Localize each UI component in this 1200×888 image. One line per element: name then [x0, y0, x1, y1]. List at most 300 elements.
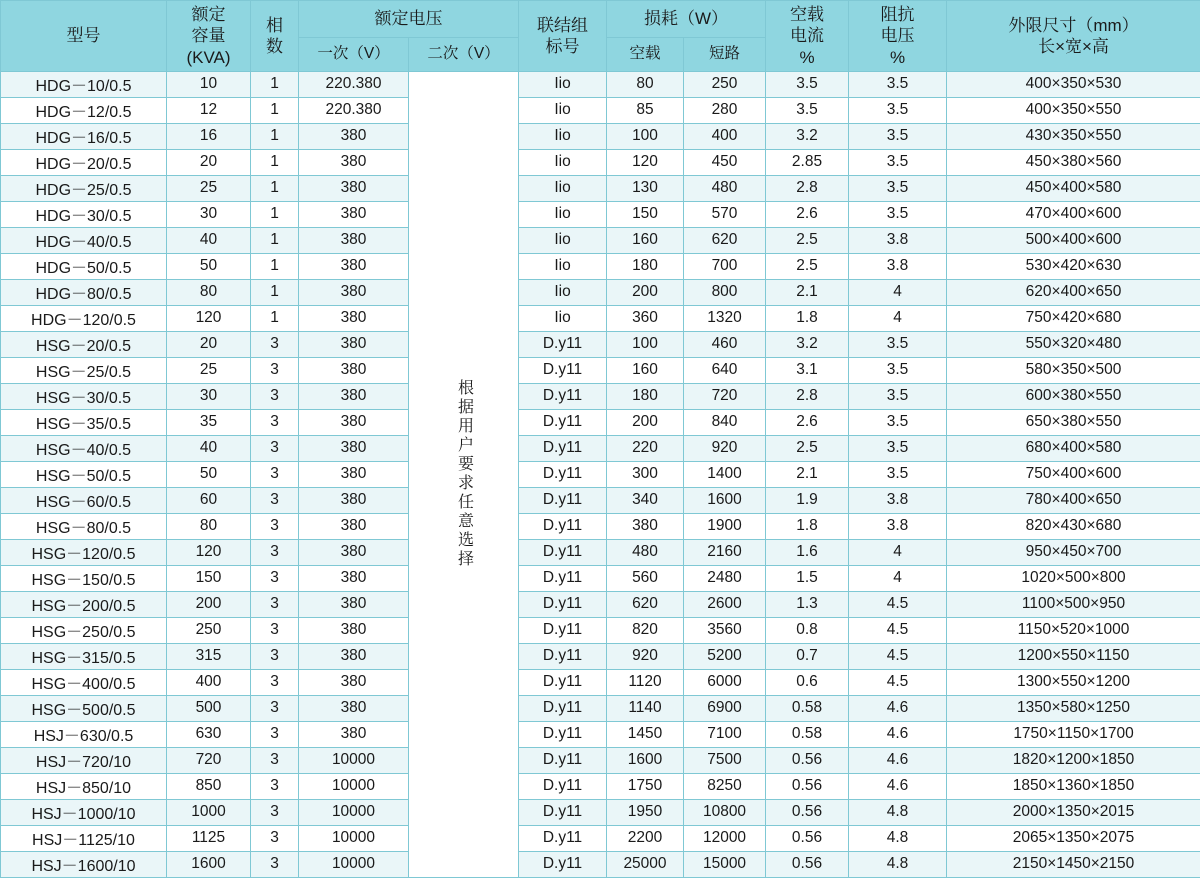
- cell-impedance: 3.8: [849, 513, 947, 539]
- cell-capacity: 40: [167, 227, 251, 253]
- cell-voltage-primary: 220.380: [299, 71, 409, 97]
- cell-loss-noload: 80: [607, 71, 684, 97]
- cell-connection-group: D.y11: [519, 435, 607, 461]
- cell-dimensions: 430×350×550: [947, 123, 1200, 149]
- cell-connection-group: D.y11: [519, 721, 607, 747]
- header-noload-current: [766, 1, 849, 72]
- header-capacity-line2: 容量: [191, 26, 226, 46]
- cell-noload-current: 0.58: [766, 721, 849, 747]
- header-impedance-line3: %: [889, 47, 906, 67]
- cell-model: HDG－16/0.5: [1, 123, 167, 149]
- cell-phase: 1: [251, 201, 299, 227]
- cell-impedance: 4.5: [849, 617, 947, 643]
- cell-loss-noload: 180: [607, 253, 684, 279]
- cell-voltage-primary: 380: [299, 539, 409, 565]
- table-row: [1, 487, 1200, 513]
- header-current-line2: 电流: [790, 26, 825, 46]
- cell-phase: 3: [251, 851, 299, 877]
- cell-loss-short: 800: [684, 279, 766, 305]
- cell-phase: 1: [251, 227, 299, 253]
- cell-phase: 3: [251, 409, 299, 435]
- voltage-secondary-note: 根据用户要求任意选择: [409, 71, 519, 877]
- cell-capacity: 25: [167, 175, 251, 201]
- cell-connection-group: D.y11: [519, 487, 607, 513]
- header-group-line2: 标号: [545, 36, 580, 56]
- cell-capacity: 250: [167, 617, 251, 643]
- cell-voltage-primary: 380: [299, 253, 409, 279]
- cell-connection-group: D.y11: [519, 409, 607, 435]
- cell-voltage-primary: 10000: [299, 825, 409, 851]
- cell-capacity: 30: [167, 383, 251, 409]
- cell-phase: 1: [251, 123, 299, 149]
- cell-capacity: 50: [167, 461, 251, 487]
- cell-noload-current: 2.85: [766, 149, 849, 175]
- cell-impedance: 3.5: [849, 175, 947, 201]
- cell-capacity: 630: [167, 721, 251, 747]
- cell-connection-group: D.y11: [519, 851, 607, 877]
- cell-voltage-primary: 220.380: [299, 97, 409, 123]
- cell-model: HSG－20/0.5: [1, 331, 167, 357]
- cell-connection-group: D.y11: [519, 539, 607, 565]
- cell-impedance: 4: [849, 305, 947, 331]
- table-body: [1, 71, 1200, 877]
- cell-impedance: 3.5: [849, 97, 947, 123]
- cell-voltage-primary: 380: [299, 357, 409, 383]
- table-row: [1, 97, 1200, 123]
- cell-noload-current: 2.5: [766, 253, 849, 279]
- cell-loss-noload: 200: [607, 409, 684, 435]
- cell-impedance: 3.5: [849, 383, 947, 409]
- header-dim-line2: 长×宽×高: [1038, 36, 1109, 56]
- cell-model: HSJ－1600/10: [1, 851, 167, 877]
- header-capacity-line3: (KVA): [186, 47, 231, 67]
- cell-loss-noload: 300: [607, 461, 684, 487]
- cell-impedance: 4.6: [849, 721, 947, 747]
- cell-dimensions: 400×350×550: [947, 97, 1200, 123]
- table-row: [1, 71, 1200, 97]
- cell-capacity: 50: [167, 253, 251, 279]
- cell-dimensions: 450×380×560: [947, 149, 1200, 175]
- cell-voltage-primary: 380: [299, 617, 409, 643]
- cell-loss-short: 1400: [684, 461, 766, 487]
- cell-phase: 1: [251, 149, 299, 175]
- cell-impedance: 4.5: [849, 669, 947, 695]
- cell-impedance: 3.5: [849, 149, 947, 175]
- cell-connection-group: D.y11: [519, 461, 607, 487]
- cell-loss-noload: 150: [607, 201, 684, 227]
- header-current-line1: 空载: [790, 5, 825, 24]
- cell-noload-current: 1.9: [766, 487, 849, 513]
- cell-connection-group: D.y11: [519, 565, 607, 591]
- cell-model: HDG－120/0.5: [1, 305, 167, 331]
- cell-loss-short: 7100: [684, 721, 766, 747]
- cell-noload-current: 1.6: [766, 539, 849, 565]
- cell-impedance: 3.8: [849, 253, 947, 279]
- header-group-line1: 联结组: [537, 15, 588, 35]
- cell-connection-group: D.y11: [519, 383, 607, 409]
- cell-voltage-primary: 380: [299, 383, 409, 409]
- cell-connection-group: D.y11: [519, 357, 607, 383]
- cell-capacity: 30: [167, 201, 251, 227]
- cell-noload-current: 2.6: [766, 409, 849, 435]
- cell-impedance: 4: [849, 539, 947, 565]
- cell-impedance: 4.6: [849, 747, 947, 773]
- cell-loss-short: 280: [684, 97, 766, 123]
- cell-connection-group: D.y11: [519, 825, 607, 851]
- cell-voltage-primary: 380: [299, 643, 409, 669]
- cell-model: HDG－50/0.5: [1, 253, 167, 279]
- cell-noload-current: 2.6: [766, 201, 849, 227]
- cell-phase: 1: [251, 279, 299, 305]
- cell-noload-current: 3.1: [766, 357, 849, 383]
- table-row: [1, 279, 1200, 305]
- cell-loss-noload: 1750: [607, 773, 684, 799]
- cell-voltage-primary: 380: [299, 695, 409, 721]
- table-row: [1, 669, 1200, 695]
- cell-loss-noload: 480: [607, 539, 684, 565]
- cell-capacity: 35: [167, 409, 251, 435]
- cell-voltage-primary: 380: [299, 305, 409, 331]
- cell-noload-current: 0.6: [766, 669, 849, 695]
- cell-dimensions: 950×450×700: [947, 539, 1200, 565]
- table-row: [1, 799, 1200, 825]
- header-loss-noload: 空载: [607, 37, 684, 71]
- cell-phase: 3: [251, 799, 299, 825]
- cell-dimensions: 530×420×630: [947, 253, 1200, 279]
- cell-model: HSJ－1000/10: [1, 799, 167, 825]
- cell-phase: 3: [251, 617, 299, 643]
- cell-dimensions: 1200×550×1150: [947, 643, 1200, 669]
- cell-loss-short: 1600: [684, 487, 766, 513]
- header-capacity: [167, 1, 251, 72]
- cell-dimensions: 1020×500×800: [947, 565, 1200, 591]
- cell-dimensions: 1300×550×1200: [947, 669, 1200, 695]
- cell-voltage-primary: 10000: [299, 799, 409, 825]
- cell-loss-short: 15000: [684, 851, 766, 877]
- cell-loss-short: 10800: [684, 799, 766, 825]
- cell-noload-current: 3.5: [766, 97, 849, 123]
- cell-noload-current: 0.56: [766, 799, 849, 825]
- cell-model: HSG－120/0.5: [1, 539, 167, 565]
- header-capacity-line1: 额定: [191, 5, 226, 24]
- table-row: [1, 565, 1200, 591]
- cell-phase: 3: [251, 669, 299, 695]
- cell-loss-noload: 1600: [607, 747, 684, 773]
- cell-capacity: 80: [167, 279, 251, 305]
- cell-phase: 3: [251, 513, 299, 539]
- cell-capacity: 315: [167, 643, 251, 669]
- table-row: [1, 253, 1200, 279]
- cell-voltage-primary: 380: [299, 669, 409, 695]
- cell-model: HDG－30/0.5: [1, 201, 167, 227]
- table-row: [1, 461, 1200, 487]
- cell-phase: 3: [251, 461, 299, 487]
- cell-model: HSG－60/0.5: [1, 487, 167, 513]
- cell-noload-current: 2.8: [766, 175, 849, 201]
- cell-noload-current: 0.56: [766, 825, 849, 851]
- table-row: [1, 383, 1200, 409]
- cell-dimensions: 620×400×650: [947, 279, 1200, 305]
- cell-loss-noload: 1140: [607, 695, 684, 721]
- cell-phase: 3: [251, 721, 299, 747]
- table-row: [1, 149, 1200, 175]
- table-row: [1, 409, 1200, 435]
- header-phase-line1: 相: [266, 15, 283, 35]
- cell-phase: 3: [251, 591, 299, 617]
- cell-noload-current: 3.2: [766, 331, 849, 357]
- cell-impedance: 3.5: [849, 201, 947, 227]
- cell-loss-noload: 560: [607, 565, 684, 591]
- cell-capacity: 25: [167, 357, 251, 383]
- cell-noload-current: 1.8: [766, 305, 849, 331]
- cell-capacity: 20: [167, 331, 251, 357]
- cell-loss-short: 2480: [684, 565, 766, 591]
- header-voltage-primary: 一次（V）: [299, 37, 409, 71]
- cell-capacity: 150: [167, 565, 251, 591]
- cell-model: HSG－30/0.5: [1, 383, 167, 409]
- header-rated-voltage: 额定电压: [299, 1, 519, 38]
- cell-voltage-primary: 380: [299, 487, 409, 513]
- cell-model: HSJ－850/10: [1, 773, 167, 799]
- cell-loss-short: 8250: [684, 773, 766, 799]
- cell-dimensions: 2150×1450×2150: [947, 851, 1200, 877]
- cell-model: HDG－20/0.5: [1, 149, 167, 175]
- cell-noload-current: 0.7: [766, 643, 849, 669]
- cell-voltage-primary: 380: [299, 513, 409, 539]
- cell-noload-current: 2.1: [766, 279, 849, 305]
- cell-loss-noload: 25000: [607, 851, 684, 877]
- cell-impedance: 3.5: [849, 461, 947, 487]
- table-row: [1, 435, 1200, 461]
- cell-noload-current: 2.5: [766, 227, 849, 253]
- cell-impedance: 4: [849, 279, 947, 305]
- table-row: [1, 825, 1200, 851]
- cell-loss-noload: 820: [607, 617, 684, 643]
- cell-loss-short: 250: [684, 71, 766, 97]
- cell-voltage-primary: 380: [299, 721, 409, 747]
- cell-noload-current: 0.56: [766, 747, 849, 773]
- cell-dimensions: 600×380×550: [947, 383, 1200, 409]
- cell-loss-noload: 2200: [607, 825, 684, 851]
- cell-noload-current: 1.8: [766, 513, 849, 539]
- cell-loss-noload: 100: [607, 331, 684, 357]
- header-impedance-line1: 阻抗: [880, 5, 915, 24]
- cell-phase: 1: [251, 175, 299, 201]
- cell-capacity: 20: [167, 149, 251, 175]
- header-voltage-secondary: 二次（V）: [409, 37, 519, 71]
- cell-impedance: 3.5: [849, 357, 947, 383]
- cell-loss-noload: 620: [607, 591, 684, 617]
- cell-model: HSJ－1125/10: [1, 825, 167, 851]
- cell-dimensions: 500×400×600: [947, 227, 1200, 253]
- cell-noload-current: 0.56: [766, 773, 849, 799]
- cell-loss-short: 3560: [684, 617, 766, 643]
- cell-connection-group: Iio: [519, 305, 607, 331]
- cell-voltage-primary: 380: [299, 201, 409, 227]
- cell-impedance: 4.8: [849, 851, 947, 877]
- cell-voltage-primary: 10000: [299, 747, 409, 773]
- table-row: [1, 591, 1200, 617]
- table-row: [1, 123, 1200, 149]
- cell-capacity: 400: [167, 669, 251, 695]
- cell-loss-noload: 360: [607, 305, 684, 331]
- cell-dimensions: 450×400×580: [947, 175, 1200, 201]
- cell-capacity: 80: [167, 513, 251, 539]
- cell-capacity: 1125: [167, 825, 251, 851]
- cell-model: HSG－40/0.5: [1, 435, 167, 461]
- cell-impedance: 4: [849, 565, 947, 591]
- cell-capacity: 40: [167, 435, 251, 461]
- cell-voltage-primary: 380: [299, 331, 409, 357]
- cell-noload-current: 1.5: [766, 565, 849, 591]
- cell-model: HSG－35/0.5: [1, 409, 167, 435]
- cell-phase: 3: [251, 825, 299, 851]
- cell-connection-group: D.y11: [519, 669, 607, 695]
- header-phase-line2: 数: [266, 36, 283, 56]
- cell-impedance: 4.8: [849, 825, 947, 851]
- cell-connection-group: Iio: [519, 149, 607, 175]
- table-header: [1, 1, 1200, 72]
- cell-phase: 3: [251, 539, 299, 565]
- cell-capacity: 12: [167, 97, 251, 123]
- table-row: [1, 539, 1200, 565]
- cell-model: HSG－200/0.5: [1, 591, 167, 617]
- cell-connection-group: D.y11: [519, 617, 607, 643]
- header-phase: [251, 1, 299, 72]
- cell-model: HSG－500/0.5: [1, 695, 167, 721]
- cell-capacity: 720: [167, 747, 251, 773]
- cell-connection-group: Iio: [519, 175, 607, 201]
- cell-noload-current: 1.3: [766, 591, 849, 617]
- cell-phase: 3: [251, 747, 299, 773]
- cell-model: HDG－12/0.5: [1, 97, 167, 123]
- cell-voltage-primary: 380: [299, 565, 409, 591]
- cell-loss-short: 6000: [684, 669, 766, 695]
- cell-voltage-primary: 380: [299, 227, 409, 253]
- cell-loss-short: 7500: [684, 747, 766, 773]
- header-impedance-line2: 电压: [880, 26, 915, 46]
- cell-noload-current: 0.8: [766, 617, 849, 643]
- cell-noload-current: 2.5: [766, 435, 849, 461]
- cell-model: HSJ－720/10: [1, 747, 167, 773]
- cell-loss-short: 720: [684, 383, 766, 409]
- header-row-1: [1, 1, 1200, 38]
- cell-loss-noload: 1950: [607, 799, 684, 825]
- cell-model: HSG－150/0.5: [1, 565, 167, 591]
- cell-model: HSG－25/0.5: [1, 357, 167, 383]
- cell-connection-group: D.y11: [519, 695, 607, 721]
- cell-loss-noload: 120: [607, 149, 684, 175]
- cell-loss-noload: 85: [607, 97, 684, 123]
- cell-capacity: 10: [167, 71, 251, 97]
- cell-loss-short: 1900: [684, 513, 766, 539]
- cell-dimensions: 680×400×580: [947, 435, 1200, 461]
- cell-loss-short: 570: [684, 201, 766, 227]
- cell-loss-noload: 130: [607, 175, 684, 201]
- cell-dimensions: 1150×520×1000: [947, 617, 1200, 643]
- cell-loss-noload: 200: [607, 279, 684, 305]
- header-current-line3: %: [799, 47, 815, 67]
- cell-dimensions: 1850×1360×1850: [947, 773, 1200, 799]
- cell-impedance: 3.8: [849, 227, 947, 253]
- table-row: [1, 617, 1200, 643]
- cell-impedance: 3.8: [849, 487, 947, 513]
- cell-dimensions: 400×350×530: [947, 71, 1200, 97]
- table-row: [1, 175, 1200, 201]
- cell-loss-short: 480: [684, 175, 766, 201]
- cell-capacity: 1000: [167, 799, 251, 825]
- header-dim-line1: 外限尺寸（mm）: [1008, 15, 1139, 35]
- table-row: [1, 331, 1200, 357]
- cell-connection-group: Iio: [519, 123, 607, 149]
- cell-loss-short: 400: [684, 123, 766, 149]
- cell-model: HDG－25/0.5: [1, 175, 167, 201]
- cell-capacity: 200: [167, 591, 251, 617]
- cell-dimensions: 650×380×550: [947, 409, 1200, 435]
- cell-model: HSG－50/0.5: [1, 461, 167, 487]
- header-impedance: [849, 1, 947, 72]
- cell-voltage-primary: 10000: [299, 851, 409, 877]
- cell-noload-current: 0.58: [766, 695, 849, 721]
- cell-dimensions: 780×400×650: [947, 487, 1200, 513]
- cell-phase: 3: [251, 643, 299, 669]
- cell-phase: 3: [251, 565, 299, 591]
- cell-connection-group: Iio: [519, 253, 607, 279]
- header-connection-group: [519, 1, 607, 72]
- cell-capacity: 120: [167, 539, 251, 565]
- cell-loss-noload: 100: [607, 123, 684, 149]
- cell-loss-noload: 160: [607, 227, 684, 253]
- cell-loss-noload: 340: [607, 487, 684, 513]
- cell-connection-group: D.y11: [519, 799, 607, 825]
- cell-loss-noload: 220: [607, 435, 684, 461]
- table-row: [1, 851, 1200, 877]
- cell-voltage-primary: 380: [299, 149, 409, 175]
- cell-impedance: 4.8: [849, 799, 947, 825]
- cell-dimensions: 2065×1350×2075: [947, 825, 1200, 851]
- cell-phase: 3: [251, 435, 299, 461]
- cell-noload-current: 3.5: [766, 71, 849, 97]
- cell-phase: 3: [251, 695, 299, 721]
- header-dimensions: [947, 1, 1200, 72]
- cell-loss-short: 2600: [684, 591, 766, 617]
- cell-impedance: 4.5: [849, 591, 947, 617]
- cell-model: HDG－10/0.5: [1, 71, 167, 97]
- cell-loss-short: 920: [684, 435, 766, 461]
- cell-voltage-primary: 380: [299, 123, 409, 149]
- cell-voltage-primary: 380: [299, 435, 409, 461]
- cell-loss-noload: 180: [607, 383, 684, 409]
- table-row: [1, 201, 1200, 227]
- cell-model: HSG－80/0.5: [1, 513, 167, 539]
- cell-model: HSG－400/0.5: [1, 669, 167, 695]
- cell-connection-group: D.y11: [519, 643, 607, 669]
- cell-loss-noload: 1120: [607, 669, 684, 695]
- cell-loss-short: 450: [684, 149, 766, 175]
- cell-dimensions: 1820×1200×1850: [947, 747, 1200, 773]
- cell-voltage-primary: 380: [299, 409, 409, 435]
- table-row: [1, 643, 1200, 669]
- cell-loss-short: 1320: [684, 305, 766, 331]
- cell-loss-short: 5200: [684, 643, 766, 669]
- cell-dimensions: 750×400×600: [947, 461, 1200, 487]
- table-row: [1, 721, 1200, 747]
- cell-impedance: 3.5: [849, 71, 947, 97]
- cell-noload-current: 2.1: [766, 461, 849, 487]
- cell-loss-short: 700: [684, 253, 766, 279]
- cell-capacity: 1600: [167, 851, 251, 877]
- cell-model: HDG－40/0.5: [1, 227, 167, 253]
